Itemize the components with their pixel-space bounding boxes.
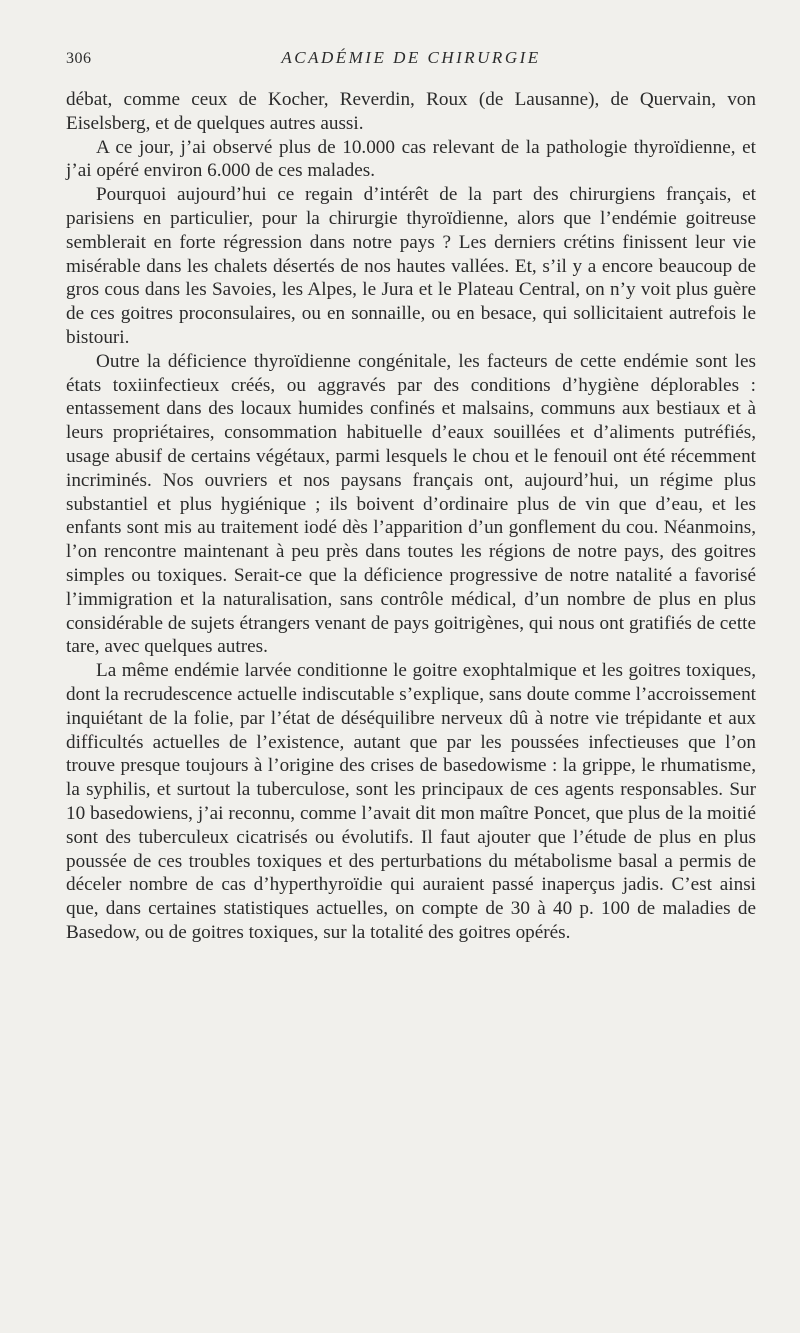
paragraph: La même endémie larvée conditionne le goitre exophtalmique et les goitres toxiques, dont la recrudescence actuelle indiscutable s’explique, sans doute comme l’accroissement inquiétant de la folie, par l’état de déséquilibre nerveux dû à notre vie trépidante et aux difficultés actuelles de l’existence, autant que par les poussées infectieuses que l’on trouve presque toujours à l’origine des crises de basedowisme : la grippe, le rhumatisme, la syphilis, et surtout la tuberculose, sont les principaux de ces agents responsables. Sur 10 basedowiens, j’ai reconnu, comme l’avait dit mon maître Poncet, que plus de la moitié sont des tuberculeux cicatrisés ou évolutifs. Il faut ajouter que l’étude de plus en plus poussée de ces troubles toxiques et des perturbations du métabolisme basal a permis de déceler nombre de cas d’hyperthyroïdie qui auraient passé inaperçus jadis. C’est ainsi que, dans certaines statistiques actuelles, on compte de 30 à 40 p. 100 de maladies de Basedow, ou de goitres toxiques, sur la totalité des goitres opérés. bbox=[66, 660, 756, 943]
paragraph: Pourquoi aujourd’hui ce regain d’intérêt de la part des chirurgiens français, et parisiens en particulier, pour la chirurgie thyroïdienne, alors que l’endémie goitreuse semblerait en forte régression dans notre pays ? Les derniers crétins finissent leur vie misérable dans les chalets désertés de nos hautes vallées. Et, s’il y a encore beaucoup de gros cous dans les Savoies, les Alpes, le Jura et le Plateau Central, on n’y voit plus guère de ces goitres proconsulaires, ou en sonnaille, ou en besace, qui sollicitaient autrefois le bistouri. bbox=[66, 184, 756, 348]
paragraph: Outre la déficience thyroïdienne congénitale, les facteurs de cette endémie sont les états toxiinfectieux créés, ou aggravés par des conditions d’hygiène déplorables : entassement dans des locaux humides confinés et malsains, communs aux bestiaux et à leurs propriétaires, consommation habituelle d’eaux souillées et d’aliments putréfiés, usage abusif de certains végétaux, parmi lesquels le chou et le fenouil ont été récemment incriminés. Nos ouvriers et nos paysans français ont, aujourd’hui, un régime plus substantiel et plus hygiénique ; ils boivent d’ordinaire plus de vin que d’eau, et les enfants sont mis au traitement iodé dès l’apparition d’un gonflement du cou. Néanmoins, l’on rencontre maintenant à peu près dans toutes les régions de notre pays, des goitres simples ou toxiques. Serait-ce que la déficience progressive de notre natalité a favorisé l’immigration et la naturalisation, sans contrôle médical, d’un nombre de plus en plus considérable de sujets étrangers venant de pays goitrigènes, qui nous ont gratifiés de cette tare, avec quelques autres. bbox=[66, 350, 756, 658]
running-title: ACADÉMIE DE CHIRURGIE bbox=[281, 48, 541, 67]
paragraph-continued: débat, comme ceux de Kocher, Reverdin, Roux (de Lausanne), de Quervain, von Eiselsberg, et de quelques autres aussi. bbox=[66, 89, 756, 134]
page-header bbox=[66, 46, 756, 76]
body-text bbox=[66, 88, 756, 945]
page-number: 306 bbox=[66, 50, 92, 67]
paragraph: A ce jour, j’ai observé plus de 10.000 cas relevant de la pathologie thyroïdienne, et j’ai opéré environ 6.000 de ces malades. bbox=[66, 136, 756, 182]
